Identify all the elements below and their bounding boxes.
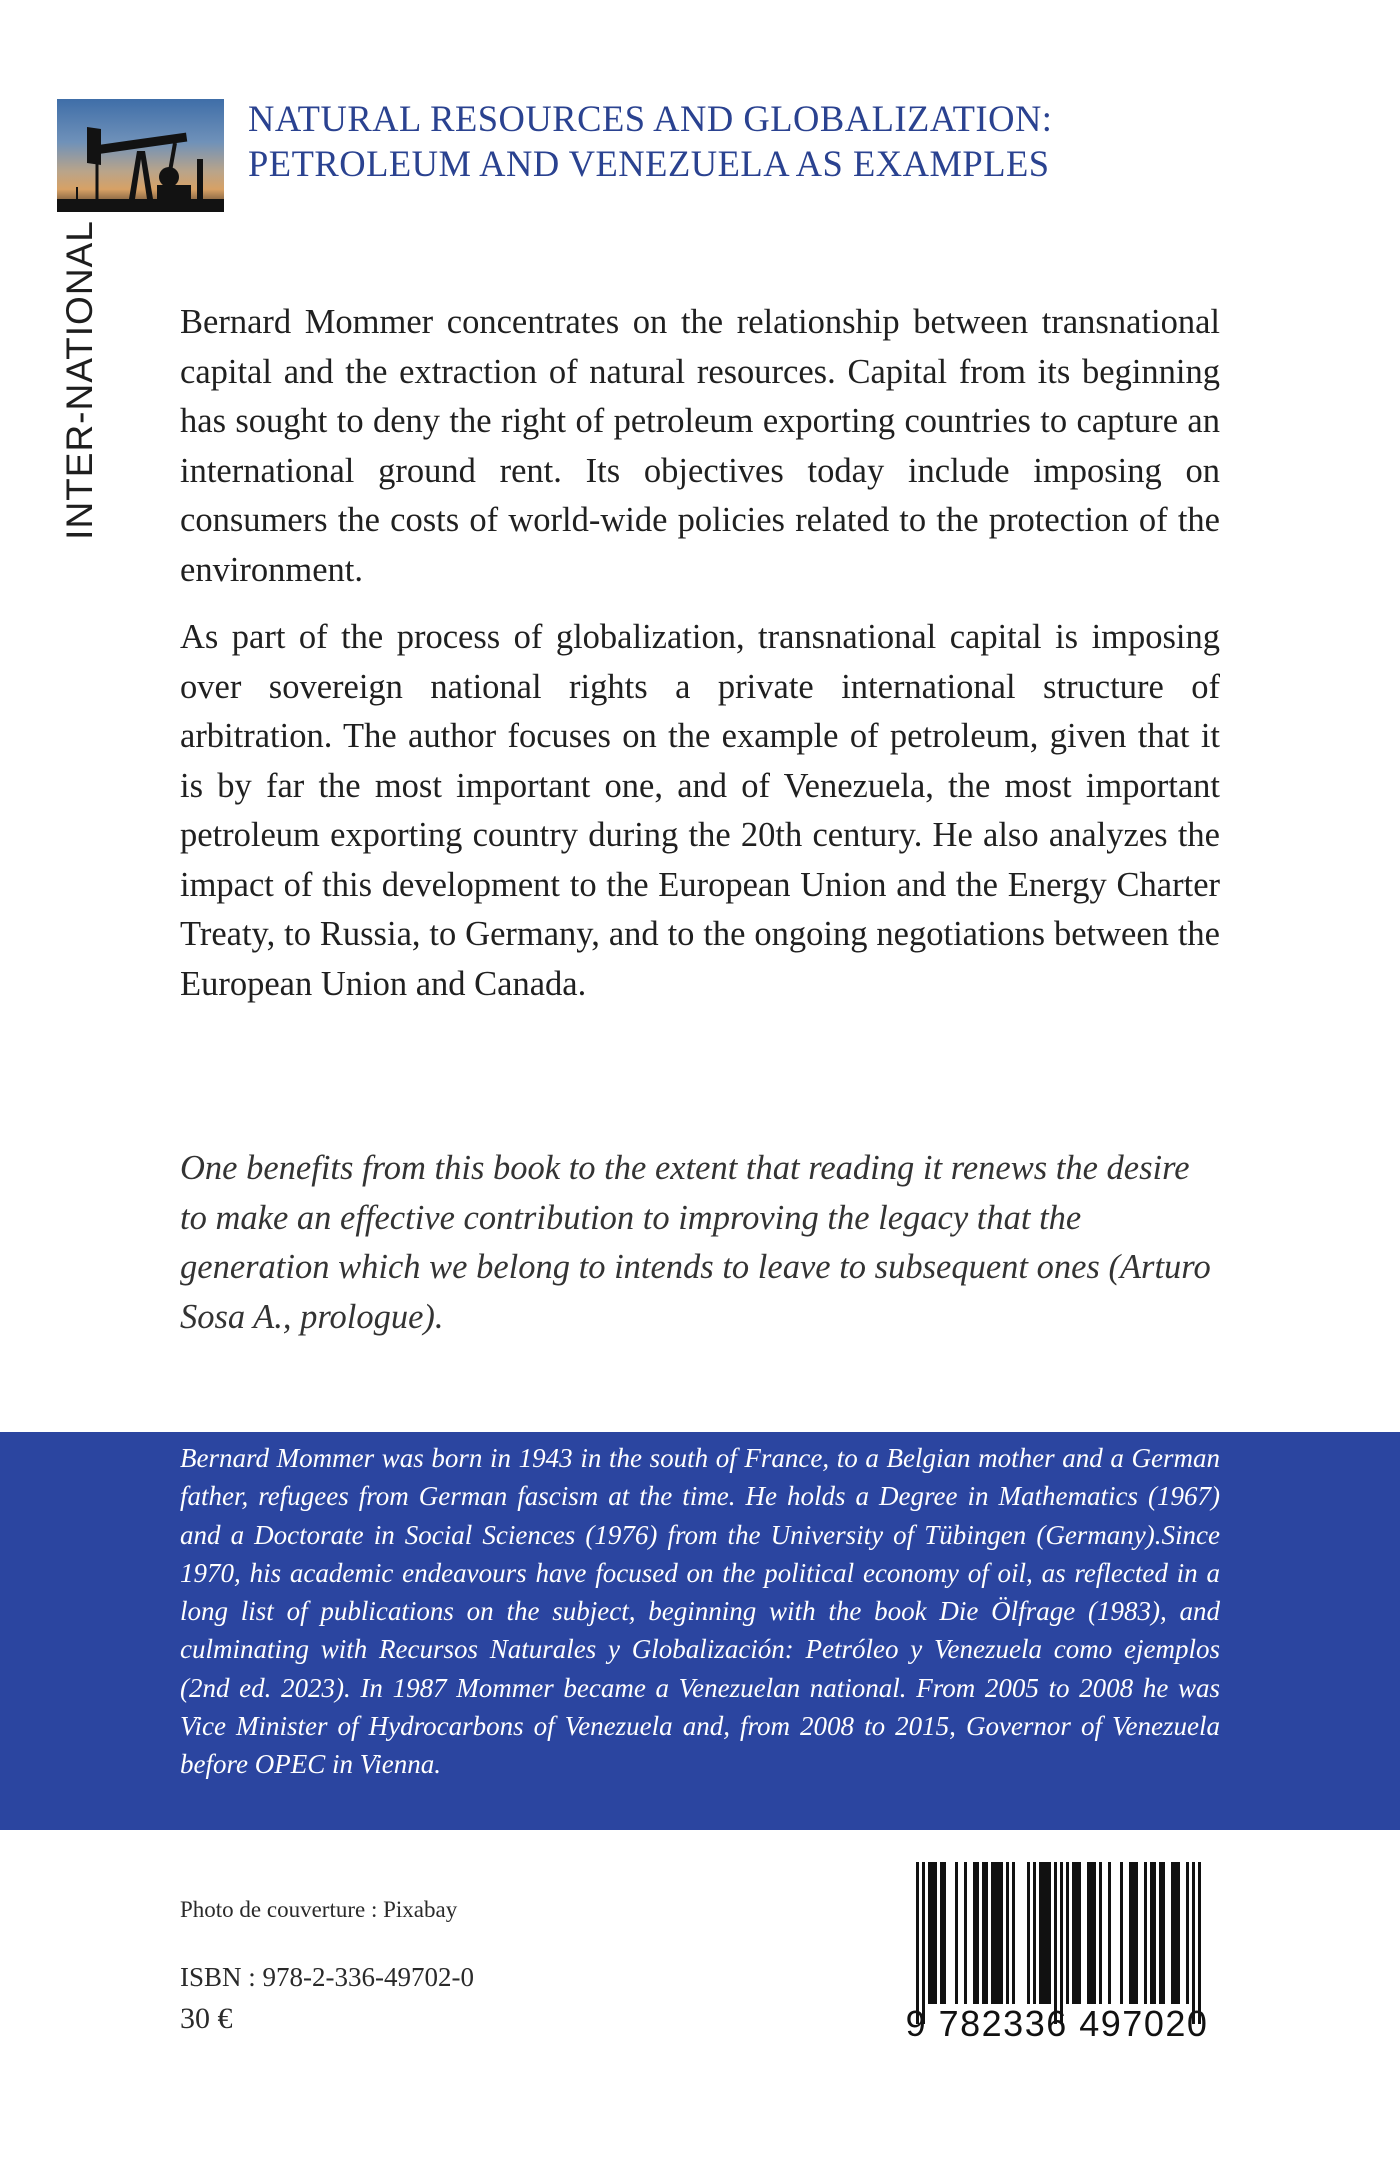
barcode-bar bbox=[1006, 1862, 1009, 2004]
barcode-bar bbox=[1072, 1862, 1075, 2004]
barcode-bar bbox=[1039, 1862, 1042, 2004]
barcode-bar bbox=[1177, 1862, 1180, 2004]
barcode-bar bbox=[1186, 1862, 1189, 2004]
barcode-bar bbox=[1159, 1862, 1162, 2004]
series-thumbnail bbox=[57, 99, 224, 212]
prologue-quote bbox=[180, 1144, 1220, 1342]
isbn: ISBN : 978-2-336-49702-0 bbox=[180, 1962, 474, 1992]
barcode-bar bbox=[1153, 1862, 1156, 2004]
barcode-bar bbox=[1090, 1862, 1093, 2004]
barcode-bar bbox=[1075, 1862, 1078, 2004]
barcode-bar bbox=[985, 1862, 988, 2004]
barcode-bar bbox=[1150, 1862, 1153, 2004]
book-title bbox=[248, 96, 1348, 186]
book-title-line-2: PETROLEUM AND VENEZUELA AS EXAMPLES bbox=[248, 143, 1050, 184]
barcode-bar bbox=[955, 1862, 958, 2004]
barcode-bar bbox=[1087, 1862, 1090, 2004]
barcode-bar bbox=[1066, 1862, 1069, 2004]
barcode-bar bbox=[1162, 1862, 1165, 2004]
blurb bbox=[180, 298, 1220, 1027]
barcode-bar bbox=[1129, 1862, 1132, 2004]
price: 30 € bbox=[180, 2002, 233, 2035]
quote-text: One benefits from this book to the extent that reading it renews the desire to make an effective contribution to improving the legacy that the generation which we belong to intends to leave to subsequent ones (Arturo Sosa A., prologue). bbox=[180, 1149, 1211, 1336]
barcode-bar bbox=[1045, 1862, 1048, 2004]
barcode-bar bbox=[1099, 1862, 1102, 2004]
oil-pumpjack-icon bbox=[57, 99, 224, 212]
barcode-bar bbox=[931, 1862, 934, 2004]
barcode-bar bbox=[1144, 1862, 1147, 2004]
barcode-bar bbox=[997, 1862, 1000, 2004]
book-title-line-1: NATURAL RESOURCES AND GLOBALIZATION: bbox=[248, 98, 1053, 139]
barcode-bar bbox=[1012, 1862, 1015, 2004]
barcode-bar bbox=[916, 1862, 919, 2024]
barcode-bar bbox=[1000, 1862, 1003, 2004]
barcode-bar bbox=[976, 1862, 979, 2004]
author-bio-band bbox=[0, 1432, 1400, 1830]
barcode-bar bbox=[1108, 1862, 1111, 2004]
barcode-bar bbox=[1078, 1862, 1081, 2004]
barcode-bar bbox=[1198, 1862, 1201, 2024]
barcode-bar bbox=[1054, 1862, 1057, 2024]
barcode-bar bbox=[1027, 1862, 1030, 2004]
barcode-bar bbox=[934, 1862, 937, 2004]
barcode-bar bbox=[1093, 1862, 1096, 2004]
barcode-bar bbox=[943, 1862, 946, 2004]
barcode-bar bbox=[1042, 1862, 1045, 2004]
blurb-paragraph: Bernard Mommer concentrates on the relationship between transnational capital and the extraction of natural resources. Capital from its beginning has sought to deny the right of petroleum exporting countries to capture an international ground rent. Its objectives today include imposing on consumers the costs of world-wide policies related to the protection of the environment. bbox=[180, 303, 1220, 589]
barcode-bar bbox=[1192, 1862, 1195, 2024]
blurb-paragraph: As part of the process of globalization, transnational capital is imposing over sovereign national rights a private international structure of arbitration. The author focuses on the example of petroleum, given that it is by far the most important one, and of Venezuela, the most important petroleum exporting country during the 20th century. He also analyzes the impact of this development to the European Union and the Energy Charter Treaty, to Russia, to Germany, and to the ongoing negotiations between the European Union and Canada. bbox=[180, 618, 1220, 1003]
barcode-number: 9 782336 497020 bbox=[905, 2003, 1209, 2044]
photo-credit: Photo de couverture : Pixabay bbox=[180, 1897, 458, 1922]
barcode-bar bbox=[1048, 1862, 1051, 2004]
author-bio: Bernard Mommer was born in 1943 in the south of France, to a Belgian mother and a German father, refugees from German fascism at the time. He holds a Degree in Mathematics (1967) and a Doctorate in Social Sciences (1976) from the University of Tübingen (Germany).Since 1970, his academic endeavours have focused on the political economy of oil, as reflected in a long list of publications on the subject, beginning with the book Die Ölfrage (1983), and culminating with Recursos Naturales y Globalización: Petróleo y Venezuela como ejemplos (2nd ed. 2023). In 1987 Mommer became a Venezuelan national. From 2005 to 2008 he was Vice Minister of Hydrocarbons of Venezuela and, from 2008 to 2015, Governor of Venezuela before OPEC in Vienna. bbox=[180, 1443, 1220, 1780]
barcode-bar bbox=[1033, 1862, 1036, 2004]
barcode-bar bbox=[1060, 1862, 1063, 2024]
barcode-bar bbox=[1135, 1862, 1138, 2004]
barcode-bar bbox=[928, 1862, 931, 2004]
barcode-bar bbox=[982, 1862, 985, 2004]
barcode-bar bbox=[1120, 1862, 1123, 2004]
barcode-bar bbox=[1132, 1862, 1135, 2004]
barcode-bar bbox=[964, 1862, 967, 2004]
barcode-bar bbox=[994, 1862, 997, 2004]
barcode-bar bbox=[1174, 1862, 1177, 2004]
barcode-bar bbox=[973, 1862, 976, 2004]
barcode-bar bbox=[940, 1862, 943, 2004]
series-label: INTER-NATIONAL bbox=[59, 220, 100, 540]
barcode-bar bbox=[991, 1862, 994, 2004]
barcode-bar bbox=[1171, 1862, 1174, 2004]
barcode-bar bbox=[922, 1862, 925, 2024]
